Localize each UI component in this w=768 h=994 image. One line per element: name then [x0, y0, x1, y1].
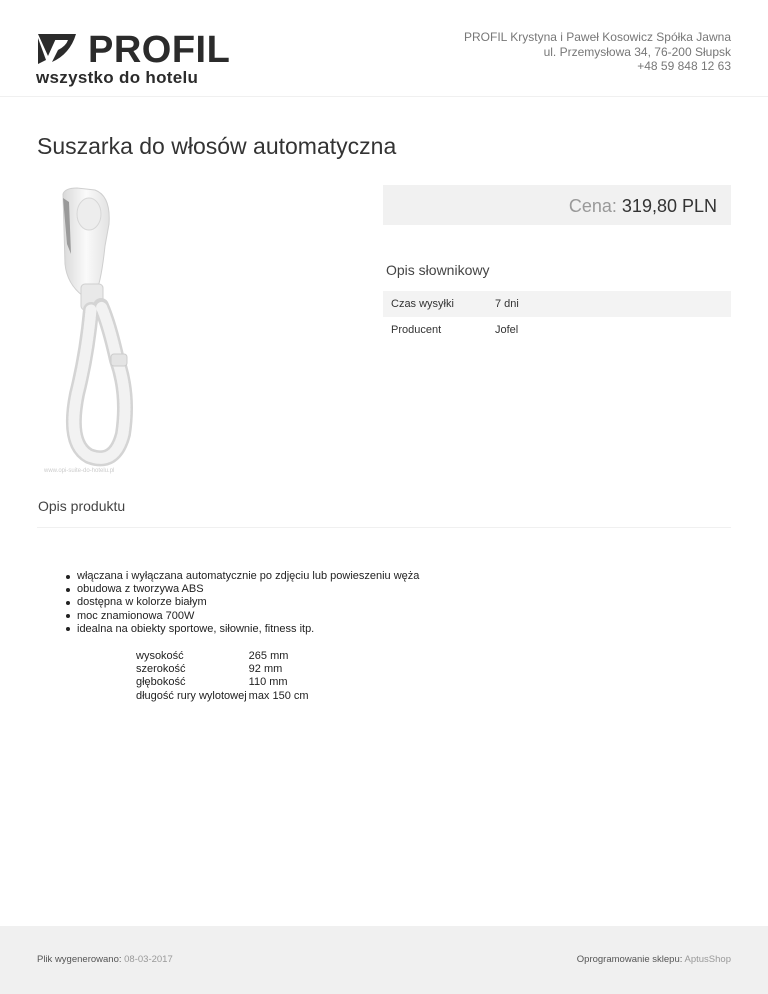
list-item: włączana i wyłączana automatycznie po zdjęciu lub powieszeniu węża [63, 570, 419, 583]
dimension-label: wysokość [136, 650, 184, 662]
profil-logo[interactable] [36, 30, 236, 90]
company-address: ul. Przemysłowa 34, 76-200 Słupsk [543, 44, 731, 59]
dimension-value: 92 mm [248, 663, 283, 676]
list-item: dostępna w kolorze białym [63, 596, 419, 609]
logo-tagline: wszystko do hotelu [36, 68, 199, 87]
attributes-table [383, 291, 731, 343]
table-row [136, 690, 311, 703]
table-row [383, 291, 731, 317]
product-image [37, 184, 367, 484]
list-item: moc znamionowa 700W [63, 610, 419, 623]
table-row [136, 663, 311, 676]
image-watermark: www.opi-suite-do-hotelu.pl [44, 468, 115, 474]
attribute-value: Jofel [495, 324, 519, 336]
dimension-label: długość rury wylotowej [136, 689, 247, 702]
price-value: 319,80 PLN [621, 196, 717, 216]
page-header [0, 0, 768, 97]
company-phone: +48 59 848 12 63 [637, 59, 731, 73]
dictionary-heading: Opis słownikowy [386, 262, 490, 278]
software-link[interactable]: AptusShop [684, 954, 731, 965]
product-title: Suszarka do włosów automatyczna [37, 133, 397, 159]
generated-date: 08-03-2017 [124, 954, 173, 965]
generated-info [37, 954, 173, 965]
table-row [383, 317, 731, 343]
attribute-key: Producent [391, 324, 442, 336]
company-info [464, 30, 731, 74]
logo-word: PROFIL [88, 29, 231, 71]
list-item: obudowa z tworzywa ABS [63, 583, 419, 596]
section-divider [37, 527, 731, 528]
software-info [577, 954, 731, 965]
page-footer [0, 926, 768, 994]
generated-label: Plik wygenerowano: [37, 954, 122, 965]
dimensions-table [136, 650, 311, 703]
table-row [136, 650, 311, 663]
dimension-label: szerokość [136, 663, 186, 676]
attribute-value: 7 dni [487, 291, 731, 317]
attribute-key: Czas wysyłki [383, 291, 487, 317]
list-item: idealna na obiekty sportowe, siłownie, fitness itp. [63, 623, 419, 636]
price-label: Cena: [568, 196, 617, 216]
feature-list [63, 570, 419, 636]
dimension-value: max 150 cm [248, 689, 309, 702]
dimension-label: głębokość [136, 676, 186, 689]
price-box [383, 185, 731, 225]
dimension-value: 265 mm [248, 650, 289, 662]
company-name: PROFIL Krystyna i Paweł Kosowicz Spółka Jawna [464, 30, 731, 44]
table-row [136, 676, 311, 689]
logo-mark-icon [36, 32, 78, 66]
dimension-value: 110 mm [248, 676, 288, 689]
software-label: Oprogramowanie sklepu: [576, 954, 683, 965]
description-heading: Opis produktu [38, 498, 126, 514]
